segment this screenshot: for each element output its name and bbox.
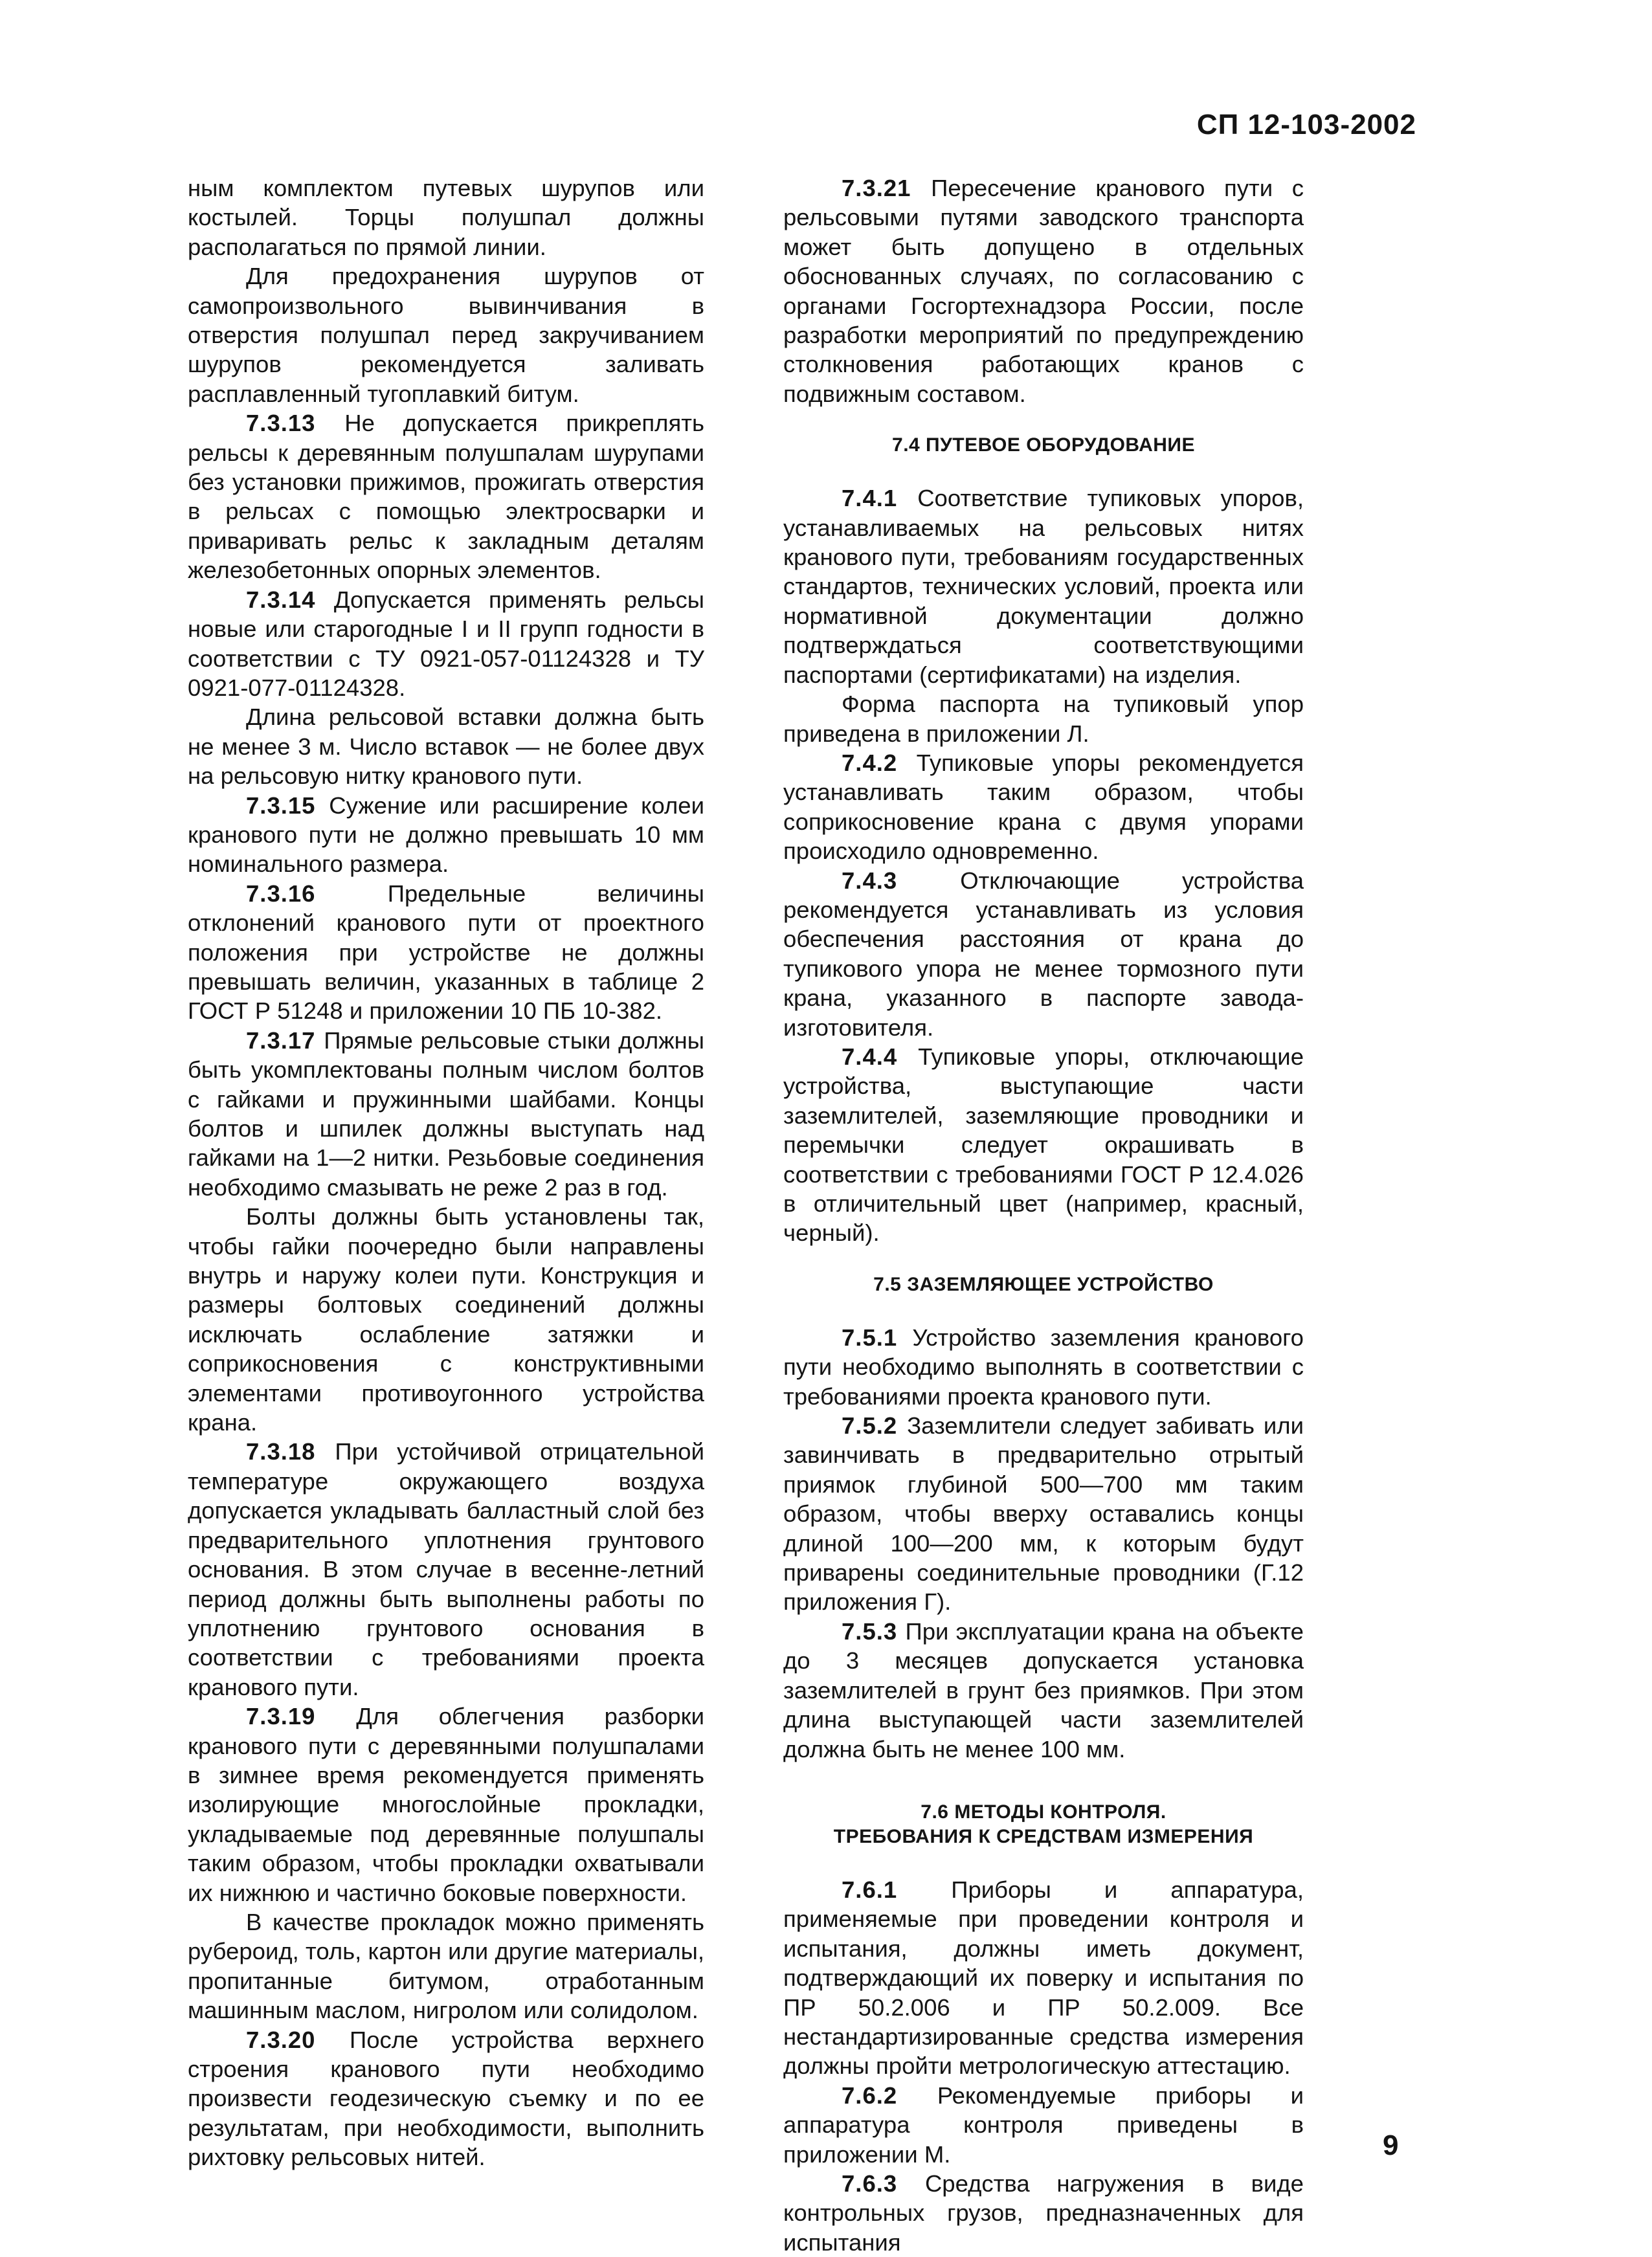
- clause-7-4-3: 7.4.3 Отключающие устройства рекомендуется устанавливать из условия обеспечения расстояния от крана до тупикового упора не менее тормозного пути крана, указанного в паспорте завода-изготовителя.: [783, 867, 1304, 1041]
- clause-number: 7.3.21: [842, 175, 911, 201]
- clause-7-3-19: 7.3.19 Для облегчения разборки кранового пути с деревянными полушпалами в зимнее время рекомендуется применять изолирующие многослойные прокладки, укладываемые под деревянные полушпалы таким образом, чтобы прокладки охватывали их нижнюю и частично боковые поверхности.: [188, 1703, 704, 1906]
- section-heading-7-5: 7.5 ЗАЗЕМЛЯЮЩЕЕ УСТРОЙСТВО: [873, 1273, 1214, 1295]
- clause-7-3-16: 7.3.16 Предельные величины отклонений кранового пути от проектного положения при устройстве не должны превышать величин, указанных в таблице 2 ГОСТ Р 51248 и приложении 10 ПБ 10-382.: [188, 880, 704, 1025]
- clause-number: 7.6.1: [842, 1876, 898, 1903]
- clause-number: 7.4.4: [842, 1043, 898, 1070]
- clause-7-3-13: 7.3.13 Не допускается прикреплять рельсы к деревянным полушпалам шурупами без установки прижимов, прожигать отверстия в рельсах с помощью электросварки и приваривать рельс к закладным деталям железобетонных опорных элементов.: [188, 410, 704, 584]
- clause-7-3-14: 7.3.14 Допускается применять рельсы новые или старогодные I и II групп годности в соответствии с ТУ 0921-057-01124328 и ТУ 0921-077-01124328.: [188, 586, 704, 701]
- paragraph: ным комплектом путевых шурупов или костылей. Торцы полушпал должны располагаться по прямой линии.: [188, 175, 704, 260]
- section-heading-line: 7.6 МЕТОДЫ КОНТРОЛЯ.: [921, 1801, 1166, 1823]
- clause-number: 7.4.1: [842, 485, 898, 512]
- paragraph: Для предохранения шурупов от самопроизвольного вывинчивания в отверстия полушпал перед закручиванием шурупов рекомендуется заливать расплавленный тугоплавкий битум.: [188, 263, 704, 407]
- left-column: [188, 173, 704, 2172]
- section-heading-7-6: [783, 1800, 1304, 1849]
- paragraph: Длина рельсовой вставки должна быть не менее 3 м. Число вставок — не более двух на рельсовую нитку кранового пути.: [188, 704, 704, 790]
- clause-number: 7.3.17: [246, 1027, 316, 1054]
- clause-number: 7.6.3: [842, 2170, 898, 2197]
- clause-number: 7.5.3: [842, 1618, 898, 1645]
- paragraph: В качестве прокладок можно применять рубероид, толь, картон или другие материалы, пропитанные битумом, отработанным машинным маслом, нигролом или солидолом.: [188, 1908, 704, 2024]
- clause-7-6-1: 7.6.1 Приборы и аппаратура, применяемые при проведении контроля и испытания, должны иметь документ, подтверждающий их поверку и испытания по ПР 50.2.006 и ПР 50.2.009. Все нестандартизированные средства измерения должны пройти метрологическую аттестацию.: [783, 1876, 1304, 2080]
- clause-number: 7.4.3: [842, 867, 898, 894]
- clause-7-5-1: 7.5.1 Устройство заземления кранового пути необходимо выполнять в соответствии с требованиями проекта кранового пути.: [783, 1324, 1304, 1410]
- clause-7-3-20: 7.3.20 После устройства верхнего строения кранового пути необходимо произвести геодезическую съемку и по ее результатам, при необходимости, выполнить рихтовку рельсовых нитей.: [188, 2026, 704, 2171]
- page-number: 9: [1383, 2129, 1399, 2161]
- clause-number: 7.3.14: [246, 586, 316, 613]
- clause-7-3-17: 7.3.17 Прямые рельсовые стыки должны быть укомплектованы полным числом болтов с гайками и пружинными шайбами. Концы болтов и шпилек должны выступать над гайками на 1—2 нитки. Резьбовые соединения необходимо смазывать не реже 2 раз в год.: [188, 1027, 704, 1201]
- clause-number: 7.3.18: [246, 1438, 316, 1465]
- paragraph: Форма паспорта на тупиковый упор приведена в приложении Л.: [783, 691, 1304, 747]
- section-heading-line: ТРЕБОВАНИЯ К СРЕДСТВАМ ИЗМЕРЕНИЯ: [833, 1825, 1254, 1847]
- clause-number: 7.4.2: [842, 749, 898, 776]
- clause-number: 7.3.16: [246, 880, 316, 907]
- clause-number: 7.5.1: [842, 1324, 898, 1351]
- clause-7-4-1: 7.4.1 Соответствие тупиковых упоров, устанавливаемых на рельсовых нитях кранового пути, требованиям государственных стандартов, технических условий, проекта или нормативной документации должно подтверждаться соответствующими паспортами (сертификатами) на изделия.: [783, 485, 1304, 688]
- clause-number: 7.3.20: [246, 2026, 316, 2053]
- clause-7-4-2: 7.4.2 Тупиковые упоры рекомендуется устанавливать таким образом, чтобы соприкосновение крана с двумя упорами происходило одновременно.: [783, 749, 1304, 865]
- clause-7-3-21: 7.3.21 Пересечение кранового пути с рельсовыми путями заводского транспорта может быть допущено в отдельных обоснованных случаях, по согласованию с органами Госгортехнадзора России, после разработки мероприятий по предупреждению столкновения работающих кранов с подвижным составом.: [783, 175, 1304, 407]
- clause-7-4-4: 7.4.4 Тупиковые упоры, отключающие устройства, выступающие части заземлителей, заземляющие проводники и перемычки следует окрашивать в соответствии с требованиями ГОСТ Р 12.4.026 в отличительный цвет (например, красный, черный).: [783, 1043, 1304, 1247]
- clause-number: 7.3.19: [246, 1703, 316, 1730]
- section-heading-7-4: 7.4 ПУТЕВОЕ ОБОРУДОВАНИЕ: [892, 434, 1195, 456]
- clause-7-6-2: 7.6.2 Рекомендуемые приборы и аппаратура контроля приведены в приложении М.: [783, 2082, 1304, 2168]
- clause-number: 7.3.15: [246, 792, 316, 819]
- clause-7-3-15: 7.3.15 Сужение или расширение колеи кранового пути не должно превышать 10 мм номинального размера.: [188, 792, 704, 878]
- clause-7-6-3: 7.6.3 Средства нагружения в виде контрольных грузов, предназначенных для испытания: [783, 2170, 1304, 2256]
- right-column: [783, 173, 1304, 2257]
- document-code: СП 12-103-2002: [1196, 109, 1416, 140]
- clause-7-3-18: 7.3.18 При устойчивой отрицательной температуре окружающего воздуха допускается укладывать балластный слой без предварительного уплотнения грунтового основания. В этом случае в весенне-летний период должны быть выполнены работы по уплотнению грунтового основания в соответствии с требованиями проекта кранового пути.: [188, 1438, 704, 1700]
- paragraph: Болты должны быть установлены так, чтобы гайки поочередно были направлены внутрь и наружу колеи пути. Конструкция и размеры болтовых соединений должны исключать ослабление затяжки и соприкосновения с конструктивными элементами противоугонного устройства крана.: [188, 1203, 704, 1436]
- clause-number: 7.3.13: [246, 410, 316, 437]
- clause-7-5-3: 7.5.3 При эксплуатации крана на объекте до 3 месяцев допускается установка заземлителей в грунт без приямков. При этом длина выступающей части заземлителей должна быть не менее 100 мм.: [783, 1618, 1304, 1762]
- clause-number: 7.6.2: [842, 2082, 898, 2109]
- clause-7-5-2: 7.5.2 Заземлители следует забивать или завинчивать в предварительно отрытый приямок глубиной 500—700 мм таким образом, чтобы вверху оставались концы длиной 100—200 мм, к которым будут приварены соединительные проводники (Г.12 приложения Г).: [783, 1412, 1304, 1616]
- clause-number: 7.5.2: [842, 1412, 898, 1440]
